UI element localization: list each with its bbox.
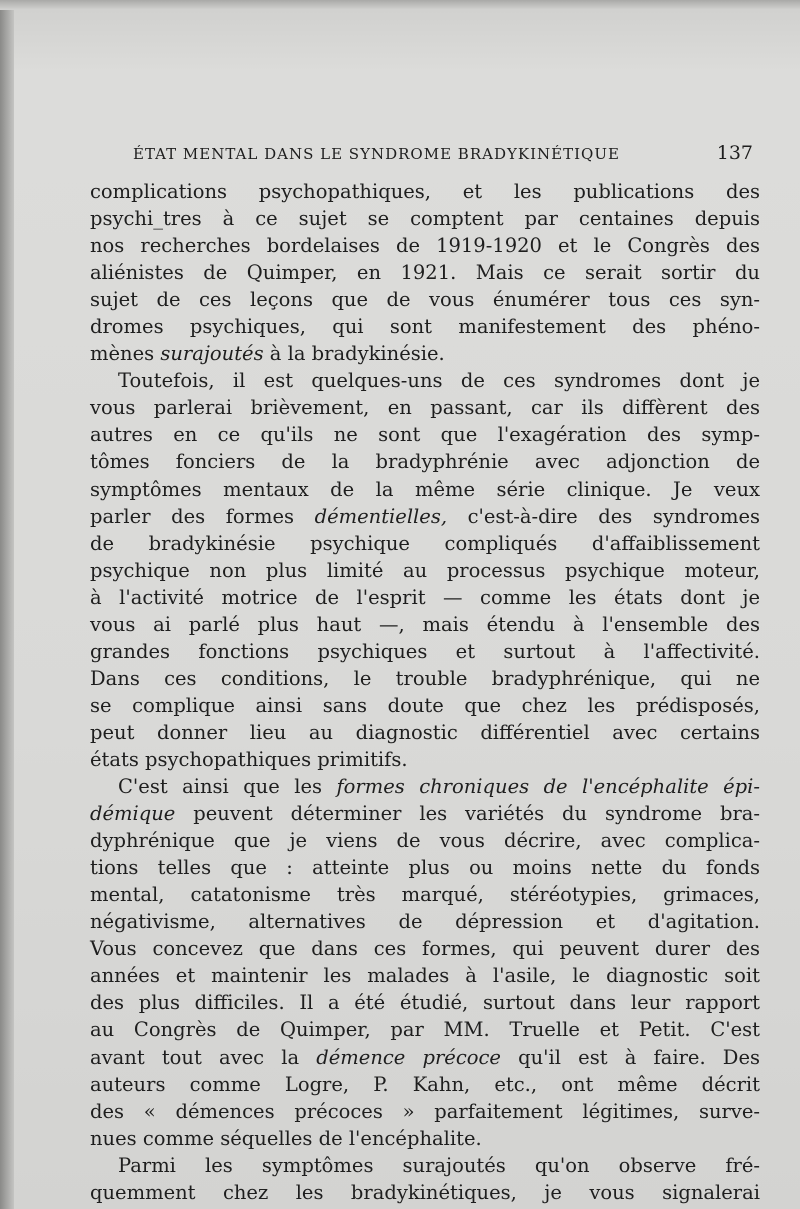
line-text: avant tout avec la — [90, 1045, 300, 1069]
line-text: mental, catatonisme très marqué, stéréotypies, grimaces, — [90, 883, 760, 907]
text-line — [90, 611, 760, 638]
line-text: états psychopathiques primitifs. — [90, 747, 408, 771]
text-line — [90, 962, 760, 989]
line-text: nos recherches bordelaises de 1919-1920 et le Congrès des — [90, 234, 760, 258]
text-line — [90, 638, 760, 665]
line-text: nues comme séquelles de l'encéphalite. — [90, 1126, 482, 1150]
text-line — [90, 1044, 760, 1071]
line-text: Parmi les symptômes surajoutés qu'on observe fré- — [118, 1153, 760, 1177]
text-line — [90, 800, 760, 827]
text-line — [90, 665, 760, 692]
line-text: des « démences précoces » parfaitement légitimes, surve- — [90, 1099, 760, 1123]
text-line — [90, 205, 760, 232]
text-line — [90, 827, 760, 854]
text-line — [90, 476, 760, 503]
line-text: vous parlerai brièvement, en passant, car ils diffèrent des — [90, 396, 760, 420]
line-text: Dans ces conditions, le trouble bradyphrénique, qui ne — [90, 666, 760, 690]
line-italic: formes chroniques de l'encéphalite épi- — [336, 775, 760, 799]
text-line — [90, 719, 760, 746]
text-line — [90, 421, 760, 448]
text-line — [90, 989, 760, 1016]
text-line — [90, 448, 760, 475]
text-line — [90, 503, 760, 530]
text-line — [90, 1152, 760, 1179]
text-line — [90, 259, 760, 286]
text-line — [90, 367, 760, 394]
line-text: autres en ce qu'ils ne sont que l'exagération des symp- — [90, 423, 760, 447]
text-line — [90, 692, 760, 719]
text-line — [90, 935, 760, 962]
text-line — [90, 1071, 760, 1098]
top-edge-shadow — [0, 0, 800, 10]
line-text: grandes fonctions psychiques et surtout à l'affectivité. — [90, 639, 760, 663]
text-line — [90, 746, 760, 773]
line-text: C'est ainsi que les — [118, 775, 323, 799]
text-line — [90, 881, 760, 908]
line-italic: démentielles, — [314, 504, 448, 528]
line-text: au Congrès de Quimper, par MM. Truelle et Petit. C'est — [90, 1018, 760, 1042]
line-text: tômes fonciers de la bradyphrénie avec adjonction de — [90, 450, 760, 474]
line-italic: démique — [90, 802, 176, 826]
line-italic: démence précoce — [316, 1045, 501, 1069]
running-head — [133, 142, 753, 172]
text-line — [90, 908, 760, 935]
text-line — [90, 178, 760, 205]
line-text: dromes psychiques, qui sont manifestement des phéno- — [90, 315, 760, 339]
line-text: sujet de ces leçons que de vous énumérer tous ces syn- — [90, 288, 760, 312]
text-line — [90, 232, 760, 259]
body-text — [90, 178, 760, 1206]
line-text: mènes — [90, 342, 155, 366]
text-line — [90, 557, 760, 584]
line-text: auteurs comme Logre, P. Kahn, etc., ont même décrit — [90, 1072, 760, 1096]
line-text: psychique non plus limité au processus psychique moteur, — [90, 558, 760, 582]
line-text: quemment chez les bradykinétiques, je vous signalerai — [90, 1180, 760, 1204]
line-text-after: peuvent déterminer les variétés du syndrome bra- — [175, 802, 760, 826]
line-text: symptômes mentaux de la même série clinique. Je veux — [90, 477, 760, 501]
running-title: ÉTAT MENTAL DANS LE SYNDROME BRADYKINÉTIQUE — [133, 145, 620, 163]
line-text-after: qu'il est à faire. Des — [500, 1045, 760, 1069]
line-text-after: c'est-à-dire des syndromes — [447, 504, 760, 528]
line-text: Toutefois, il est quelques-uns de ces syndromes dont je — [118, 369, 760, 393]
text-line — [90, 530, 760, 557]
line-text: de bradykinésie psychique compliqués d'affaiblissement — [90, 531, 760, 555]
binding-shadow — [0, 0, 14, 1209]
text-line — [90, 1098, 760, 1125]
text-line — [90, 340, 760, 367]
text-line — [90, 1125, 760, 1152]
line-text: psychi_tres à ce sujet se comptent par centaines depuis — [90, 207, 760, 231]
text-line — [90, 1016, 760, 1043]
line-italic: surajoutés — [160, 342, 264, 366]
line-text: peut donner lieu au diagnostic différentiel avec certains — [90, 720, 760, 744]
text-line — [90, 773, 760, 800]
line-text: négativisme, alternatives de dépression et d'agitation. — [90, 910, 760, 934]
line-text: vous ai parlé plus haut —, mais étendu à l'ensemble des — [90, 612, 760, 636]
line-text: tions telles que : atteinte plus ou moins nette du fonds — [90, 856, 760, 880]
text-line — [90, 394, 760, 421]
line-text: parler des formes — [90, 504, 295, 528]
line-text: à l'activité motrice de l'esprit — comme les états dont je — [90, 585, 760, 609]
line-text: des plus difficiles. Il a été étudié, surtout dans leur rapport — [90, 991, 760, 1015]
line-text: dyphrénique que je viens de vous décrire, avec complica- — [90, 829, 760, 853]
line-text: se complique ainsi sans doute que chez les prédisposés, — [90, 693, 760, 717]
line-text-after: à la bradykinésie. — [263, 342, 445, 366]
text-line — [90, 286, 760, 313]
page-number: 137 — [716, 142, 753, 164]
text-line — [90, 854, 760, 881]
text-line — [90, 584, 760, 611]
text-line — [90, 1179, 760, 1206]
line-text: aliénistes de Quimper, en 1921. Mais ce serait sortir du — [90, 261, 760, 285]
text-line — [90, 313, 760, 340]
line-text: années et maintenir les malades à l'asile, le diagnostic soit — [90, 964, 760, 988]
line-text: Vous concevez que dans ces formes, qui peuvent durer des — [90, 937, 760, 961]
line-text: complications psychopathiques, et les publications des — [90, 180, 760, 203]
